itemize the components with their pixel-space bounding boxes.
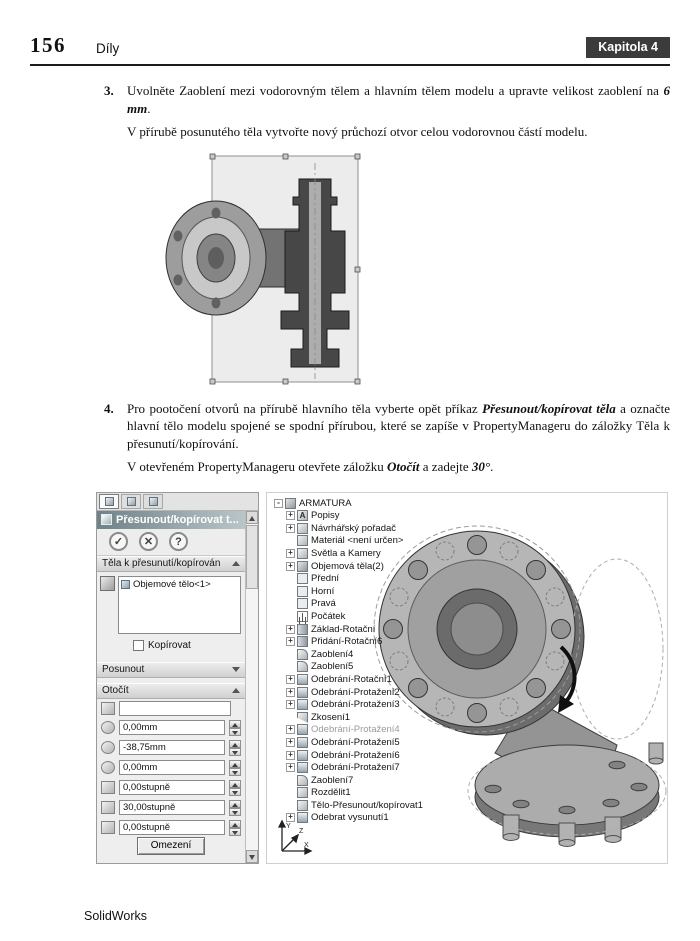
tree-item-label: Odebrání-Protažení2 [311,686,400,698]
origin-y-spinner[interactable] [229,740,241,756]
expand-icon [286,599,295,608]
tree-item[interactable] [274,623,423,636]
plane-icon [297,586,308,597]
tree-item-label: Počátek [311,610,346,622]
move-body-selector-icon [100,576,115,591]
tree-item-label: Světla a Kamery [311,548,381,559]
extrude-cut-icon [297,762,308,773]
tree-item[interactable] [274,736,423,749]
expand-icon[interactable]: + [286,763,295,772]
expand-icon [286,650,295,659]
property-manager-title-bar [97,511,245,529]
copy-checkbox[interactable] [133,640,144,651]
expand-icon [286,587,295,596]
step-number: 3. [104,83,114,98]
step-4-paragraph-2 [127,458,670,476]
plane-icon [297,598,308,609]
extrude-cut-icon [297,699,308,710]
text-run: Pro pootočení otvorů na přírubě hlavního těla vyberte opět příkaz [127,400,483,416]
collapse-arrow-icon [232,688,240,693]
expand-icon [286,801,295,810]
revolve-cut-icon [297,674,308,685]
emphasized-value: 30° [471,459,491,475]
tree-item[interactable] [274,686,423,699]
tree-item-label: Základ-Rotační [311,623,376,635]
expand-icon[interactable]: + [286,725,295,734]
rotate-group-header[interactable] [97,683,245,699]
x-angle-icon [101,781,115,794]
angle-z-field[interactable]: 0,00stupně [119,820,225,835]
tree-item-label: Zaoblení7 [311,774,354,786]
tree-item[interactable] [274,648,423,661]
tree-item-label: Odebrání-Protažení5 [311,736,400,748]
tree-item-label: Odebrání-Protažení7 [311,762,400,774]
page-footer [84,909,147,923]
tree-item-label: Odebrat vysunutí1 [311,812,389,824]
angle-z-row [97,818,245,838]
tree-item[interactable] [274,673,423,686]
tree-item-label: Zkosení1 [311,711,351,723]
body-item-label: Objemové tělo<1> [133,578,211,590]
rotate-group-label: Otočít [102,685,129,697]
tree-item[interactable] [274,547,423,560]
y-axis-label: Y [286,822,291,830]
tree-item[interactable] [274,610,423,623]
solid-body-icon [121,580,130,589]
copy-checkbox-row[interactable] [97,636,245,657]
origin-y-field[interactable]: -38,75mm [119,740,225,755]
origin-triad [273,817,315,859]
model-section-figure [152,153,402,390]
origin-y-row [97,738,245,758]
text-run: . [490,459,494,475]
tree-item[interactable] [274,572,423,585]
z-axis-label: Z [299,827,304,835]
solid-bodies-folder-icon [297,561,308,572]
angle-y-field[interactable]: 30,00stupně [119,800,225,815]
featuremanager-icon [127,497,136,506]
step-3 [104,82,670,147]
angle-x-row [97,778,245,798]
bodies-group-body [97,572,245,636]
x-axis-icon [101,721,115,734]
section-title: Díly [96,41,120,56]
tree-item[interactable] [274,786,423,799]
expand-icon[interactable]: + [286,637,295,646]
expand-icon[interactable]: + [286,675,295,684]
configurationmanager-icon [149,497,158,506]
plane-icon [297,573,308,584]
split-icon [297,787,308,798]
configurationmanager-tab[interactable] [143,494,163,509]
y-axis-icon [101,741,115,754]
body-list-item[interactable] [121,579,238,590]
scroll-down-icon[interactable] [246,850,258,863]
expand-icon[interactable]: + [286,524,295,533]
copy-checkbox-label: Kopírovat [148,639,191,651]
text-run: V otevřeném PropertyManageru otevřete záložku [127,459,388,475]
step-number: 4. [104,400,114,416]
ok-button[interactable]: ✓ [109,532,128,551]
tree-item[interactable] [274,598,423,611]
angle-x-field[interactable]: 0,00stupně [119,780,225,795]
revolve-boss-icon [297,636,308,647]
expand-icon [286,536,295,545]
expand-icon[interactable]: + [286,549,295,558]
tree-item-label: Zaoblení5 [311,661,354,673]
property-manager-buttons [97,529,245,556]
constraints-button[interactable]: Omezení [137,837,206,855]
emphasized-command: Přesunout/kopírovat těla [482,400,616,416]
origin-x-field[interactable]: 0,00mm [119,720,225,735]
bodies-group-header[interactable] [97,556,245,572]
expand-icon[interactable]: + [286,738,295,747]
tree-item-label: Horní [311,585,335,597]
step-4-paragraph-1 [127,400,670,453]
property-manager-scrollbar[interactable] [245,511,258,863]
cancel-button[interactable]: ✕ [139,532,158,551]
section-view-image [152,153,402,385]
expand-icon[interactable]: + [286,625,295,634]
featuremanager-tab[interactable] [121,494,141,509]
material-icon [297,535,308,546]
translate-group-header[interactable] [97,662,245,678]
tree-item[interactable] [274,560,423,573]
tree-item-label: Odebrání-Protažení4 [311,724,400,736]
expand-icon [286,776,295,785]
fillet-icon [297,661,308,672]
tree-root-label: ARMATURA [299,497,352,509]
left-flange [166,201,266,315]
extrude-cut-icon [297,687,308,698]
tree-item-label: Odebrání-Protažení3 [311,699,400,711]
feature-tree [274,497,423,824]
expand-icon [286,788,295,797]
tree-item-label: Pravá [311,598,336,610]
expand-icon [286,713,295,722]
page-header [30,33,670,66]
revolve-icon [297,624,308,635]
tree-item-label: Materiál <není určen> [311,535,404,547]
scroll-up-icon[interactable] [246,511,258,524]
tree-item-label: Návrhářský pořadač [311,522,397,534]
lights-cameras-icon [297,548,308,559]
tree-item[interactable] [274,522,423,535]
angle-y-row [97,798,245,818]
expand-arrow-icon [232,667,240,672]
x-axis-label: X [304,841,309,849]
expand-icon[interactable]: + [286,700,295,709]
step-3-paragraph-1 [127,82,670,117]
tree-item-label: Objemová těla(2) [311,560,384,572]
z-axis-icon [101,761,115,774]
part-icon [285,498,296,509]
step-3-paragraph-2: V přírubě posunutého těla vytvořte nový průchozí otvor celou vodorovnou částí modelu. [127,124,588,140]
emphasized-tab: Otočít [387,459,420,475]
tree-item-label: Přední [311,573,339,585]
text-run: a zadejte [419,459,472,475]
angle-y-spinner[interactable] [229,800,241,816]
translate-group-label: Posunout [102,664,145,676]
property-manager-panel [96,492,259,864]
tree-item[interactable] [274,535,423,548]
tree-item[interactable] [274,585,423,598]
angle-z-spinner[interactable] [229,820,241,836]
tree-item[interactable] [274,774,423,787]
property-manager-title: Přesunout/kopírovat t... [116,513,239,526]
extrude-cut-icon [297,724,308,735]
solidworks-screenshot [96,492,668,864]
chamfer-icon [297,712,308,723]
graphics-area [266,492,668,864]
tree-item[interactable] [274,711,423,724]
text-run: Uvolněte Zaoblení mezi vodorovným tělem a hlavním tělem modelu a upravte velikost zaoblení na [127,83,664,98]
tree-item[interactable] [274,661,423,674]
bodies-group-label: Těla k přesunutí/kopírován [102,558,221,570]
expand-icon[interactable]: + [286,688,295,697]
tree-item-label: Přidání-Rotační6 [311,636,383,648]
collapse-icon[interactable]: - [274,499,283,508]
origin-icon [297,611,308,622]
expand-icon [286,662,295,671]
origin-z-field[interactable]: 0,00mm [119,760,225,775]
origin-x-row [97,718,245,738]
page-number: 156 [30,33,66,57]
tree-root[interactable] [274,497,423,510]
footer-brand: SolidWorks [84,909,147,923]
fillet-icon [297,775,308,786]
text-run: a označte hlavní tělo modelu spojené se spodní přírubou, které se zapíše v PropertyManageru do záložky Těla k přesunutí/kopírování. [127,400,670,451]
tree-item[interactable] [274,509,423,522]
tree-item[interactable] [274,761,423,774]
expand-icon [286,574,295,583]
y-angle-icon [101,801,115,814]
rotation-origin-icon [101,702,115,715]
rotation-origin-field[interactable] [119,701,231,716]
move-copy-icon [101,514,112,525]
expand-icon [286,612,295,621]
expand-icon[interactable]: + [286,511,295,520]
panel-tab-strip [97,493,258,511]
origin-x-spinner[interactable] [229,720,241,736]
expand-icon[interactable]: + [286,813,295,822]
tree-item-label: Zaoblení4 [311,648,354,660]
tree-item-label: Tělo-Přesunout/kopírovat1 [311,799,423,811]
design-binder-icon [297,523,308,534]
z-angle-icon [101,821,115,834]
propertymanager-tab[interactable] [99,494,119,509]
tree-item[interactable] [274,635,423,648]
extrude-cut-icon [297,750,308,761]
tree-item-label: Rozdělit1 [311,787,351,799]
scrollbar-thumb[interactable] [246,525,258,589]
chapter-badge: Kapitola 4 [586,37,670,58]
text-run: . [147,100,151,116]
fillet-icon [297,649,308,660]
step-4 [104,400,670,482]
page-content [104,82,670,864]
tree-item-label: Popisy [311,510,340,522]
collapse-arrow-icon [232,561,240,566]
tree-item[interactable] [274,724,423,737]
move-body-icon [297,800,308,811]
expand-icon[interactable]: + [286,562,295,571]
tree-item-label: Odebrání-Rotační1 [311,673,392,685]
propertymanager-icon [105,497,114,506]
origin-z-row [97,758,245,778]
tree-item[interactable] [274,698,423,711]
origin-z-spinner[interactable] [229,760,241,776]
expand-icon[interactable]: + [286,751,295,760]
help-button[interactable]: ? [169,532,188,551]
extrude-cut-icon [297,737,308,748]
annotations-icon [297,510,308,521]
tree-item[interactable] [274,749,423,762]
rotation-origin-row [97,699,245,718]
angle-x-spinner[interactable] [229,780,241,796]
bodies-list[interactable] [118,576,241,634]
tree-item[interactable] [274,799,423,812]
tree-item-label: Odebrání-Protažení6 [311,749,400,761]
emphasized-value: 6 mm [127,83,670,116]
